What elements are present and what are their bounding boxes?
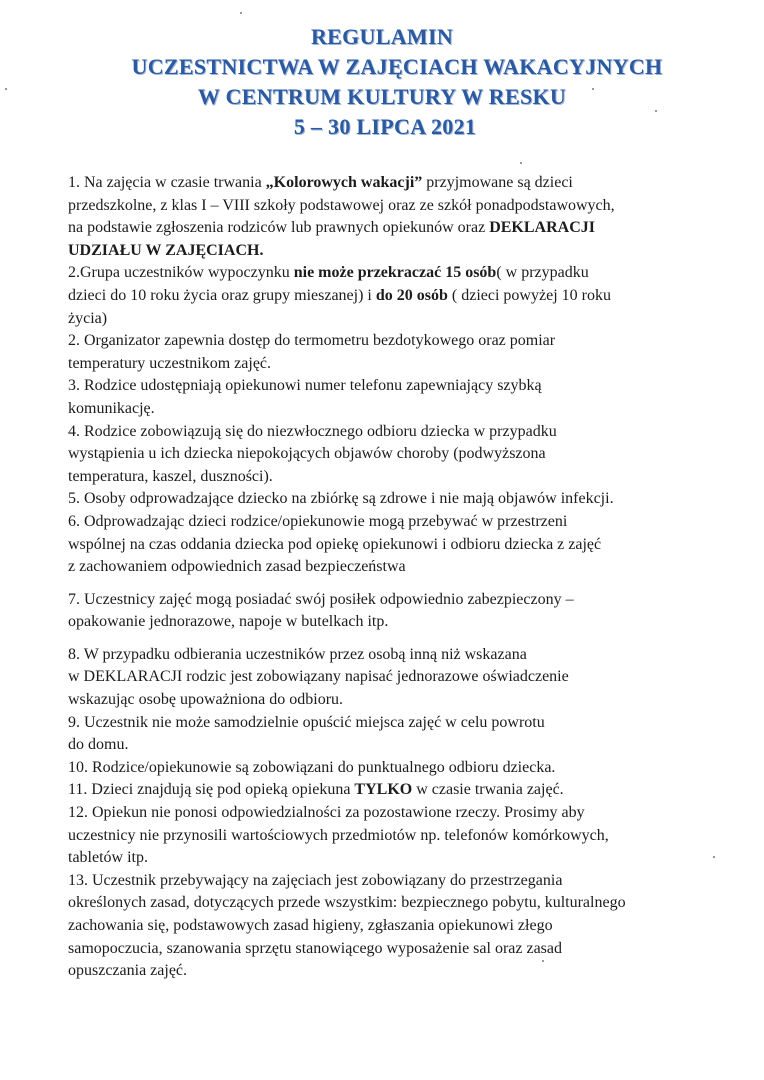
regulation-body xyxy=(68,172,740,983)
rule-item-14: 13. Uczestnik przebywający na zajęciach jest zobowiązany do przestrzegania określonych zasad, dotyczących przede wszystkim: bezpiecznego pobytu, kulturalnego zachowania się, podstawowych zasad higieny, zgłaszania opiekunowi złego samopoczucia, szanowania sprzętu stanowiącego wyposażenie sal oraz zasad opuszczania zajęć. xyxy=(68,871,626,980)
rule-item-1: 1. Na zajęcia w czasie trwania „Kolorowych wakacji” przyjmowane są dzieci przedszkolne, z klas I – VIII szkoły podstawowej oraz ze szkół ponadpodstawowych, na podstawie zgłoszenia rodziców lub prawnych opiekunów oraz DEKLARACJI UDZIAŁU W ZAJĘCIACH. xyxy=(68,174,615,259)
rule-item-13: 12. Opiekun nie ponosi odpowiedzialności za pozostawione rzeczy. Prosimy aby uczestnicy nie przynosili wartościowych przedmiotów np. telefonów komórkowych, tabletów itp. xyxy=(68,804,609,867)
title-line-1: REGULAMIN xyxy=(310,24,454,49)
rule-item-11: 10. Rodzice/opiekunowie są zobowiązani do punktualnego odbioru dziecka. xyxy=(68,758,556,776)
rule-item-5: 4. Rodzice zobowiązują się do niezwłocznego odbioru dziecka w przypadku wystąpienia u ich dziecka niepokojących objawów choroby (podwyższona temperatura, kaszel, duszności). xyxy=(68,422,557,485)
title-line-3: W CENTRUM KULTURY W RESKU xyxy=(197,84,567,109)
document-title xyxy=(0,22,764,142)
rule-item-6: 5. Osoby odprowadzające dziecko na zbiórkę są zdrowe i nie mają objawów infekcji. xyxy=(68,490,614,508)
title-line-2: UCZESTNICTWA W ZAJĘCIACH WAKACYJNYCH xyxy=(131,54,663,79)
rule-item-10: 9. Uczestnik nie może samodzielnie opuścić miejsca zajęć w celu powrotu do domu. xyxy=(68,713,545,754)
scan-speck xyxy=(592,88,594,90)
scan-speck xyxy=(240,12,242,14)
scan-speck xyxy=(655,110,657,112)
scan-speck xyxy=(5,88,7,90)
rule-item-2: 2.Grupa uczestników wypoczynku nie może przekraczać 15 osób( w przypadku dzieci do 10 roku życia oraz grupy mieszanej) i do 20 osób ( dzieci powyżej 10 roku życia) xyxy=(68,264,611,327)
title-line-4: 5 – 30 LIPCA 2021 xyxy=(293,114,477,139)
rule-item-12: 11. Dzieci znajdują się pod opieką opiekuna TYLKO w czasie trwania zajęć. xyxy=(68,781,564,799)
rule-item-7: 6. Odprowadzając dzieci rodzice/opiekunowie mogą przebywać w przestrzeni wspólnej na czas oddania dziecka pod opiekę opiekunowi i odbioru dziecka z zajęć z zachowaniem odpowiednich zasad bezpieczeństwa xyxy=(68,512,602,576)
rule-item-3: 2. Organizator zapewnia dostęp do termometru bezdotykowego oraz pomiar temperatury uczestnikom zajęć. xyxy=(68,332,556,372)
rule-item-8: 7. Uczestnicy zajęć mogą posiadać swój posiłek odpowiednio zabezpieczony – opakowanie jednorazowe, napoje w butelkach itp. xyxy=(68,590,574,631)
scan-speck xyxy=(542,960,544,962)
scan-speck xyxy=(520,162,522,164)
scan-speck xyxy=(713,856,715,858)
rule-item-4: 3. Rodzice udostępniają opiekunowi numer telefonu zapewniający szybką komunikację. xyxy=(68,377,542,417)
rule-item-9: 8. W przypadku odbierania uczestników przez osobą inną niż wskazana w DEKLARACJI rodzic jest zobowiązany napisać jednorazowe oświadczenie wskazując osobę upoważniona do odbioru. xyxy=(68,645,569,709)
